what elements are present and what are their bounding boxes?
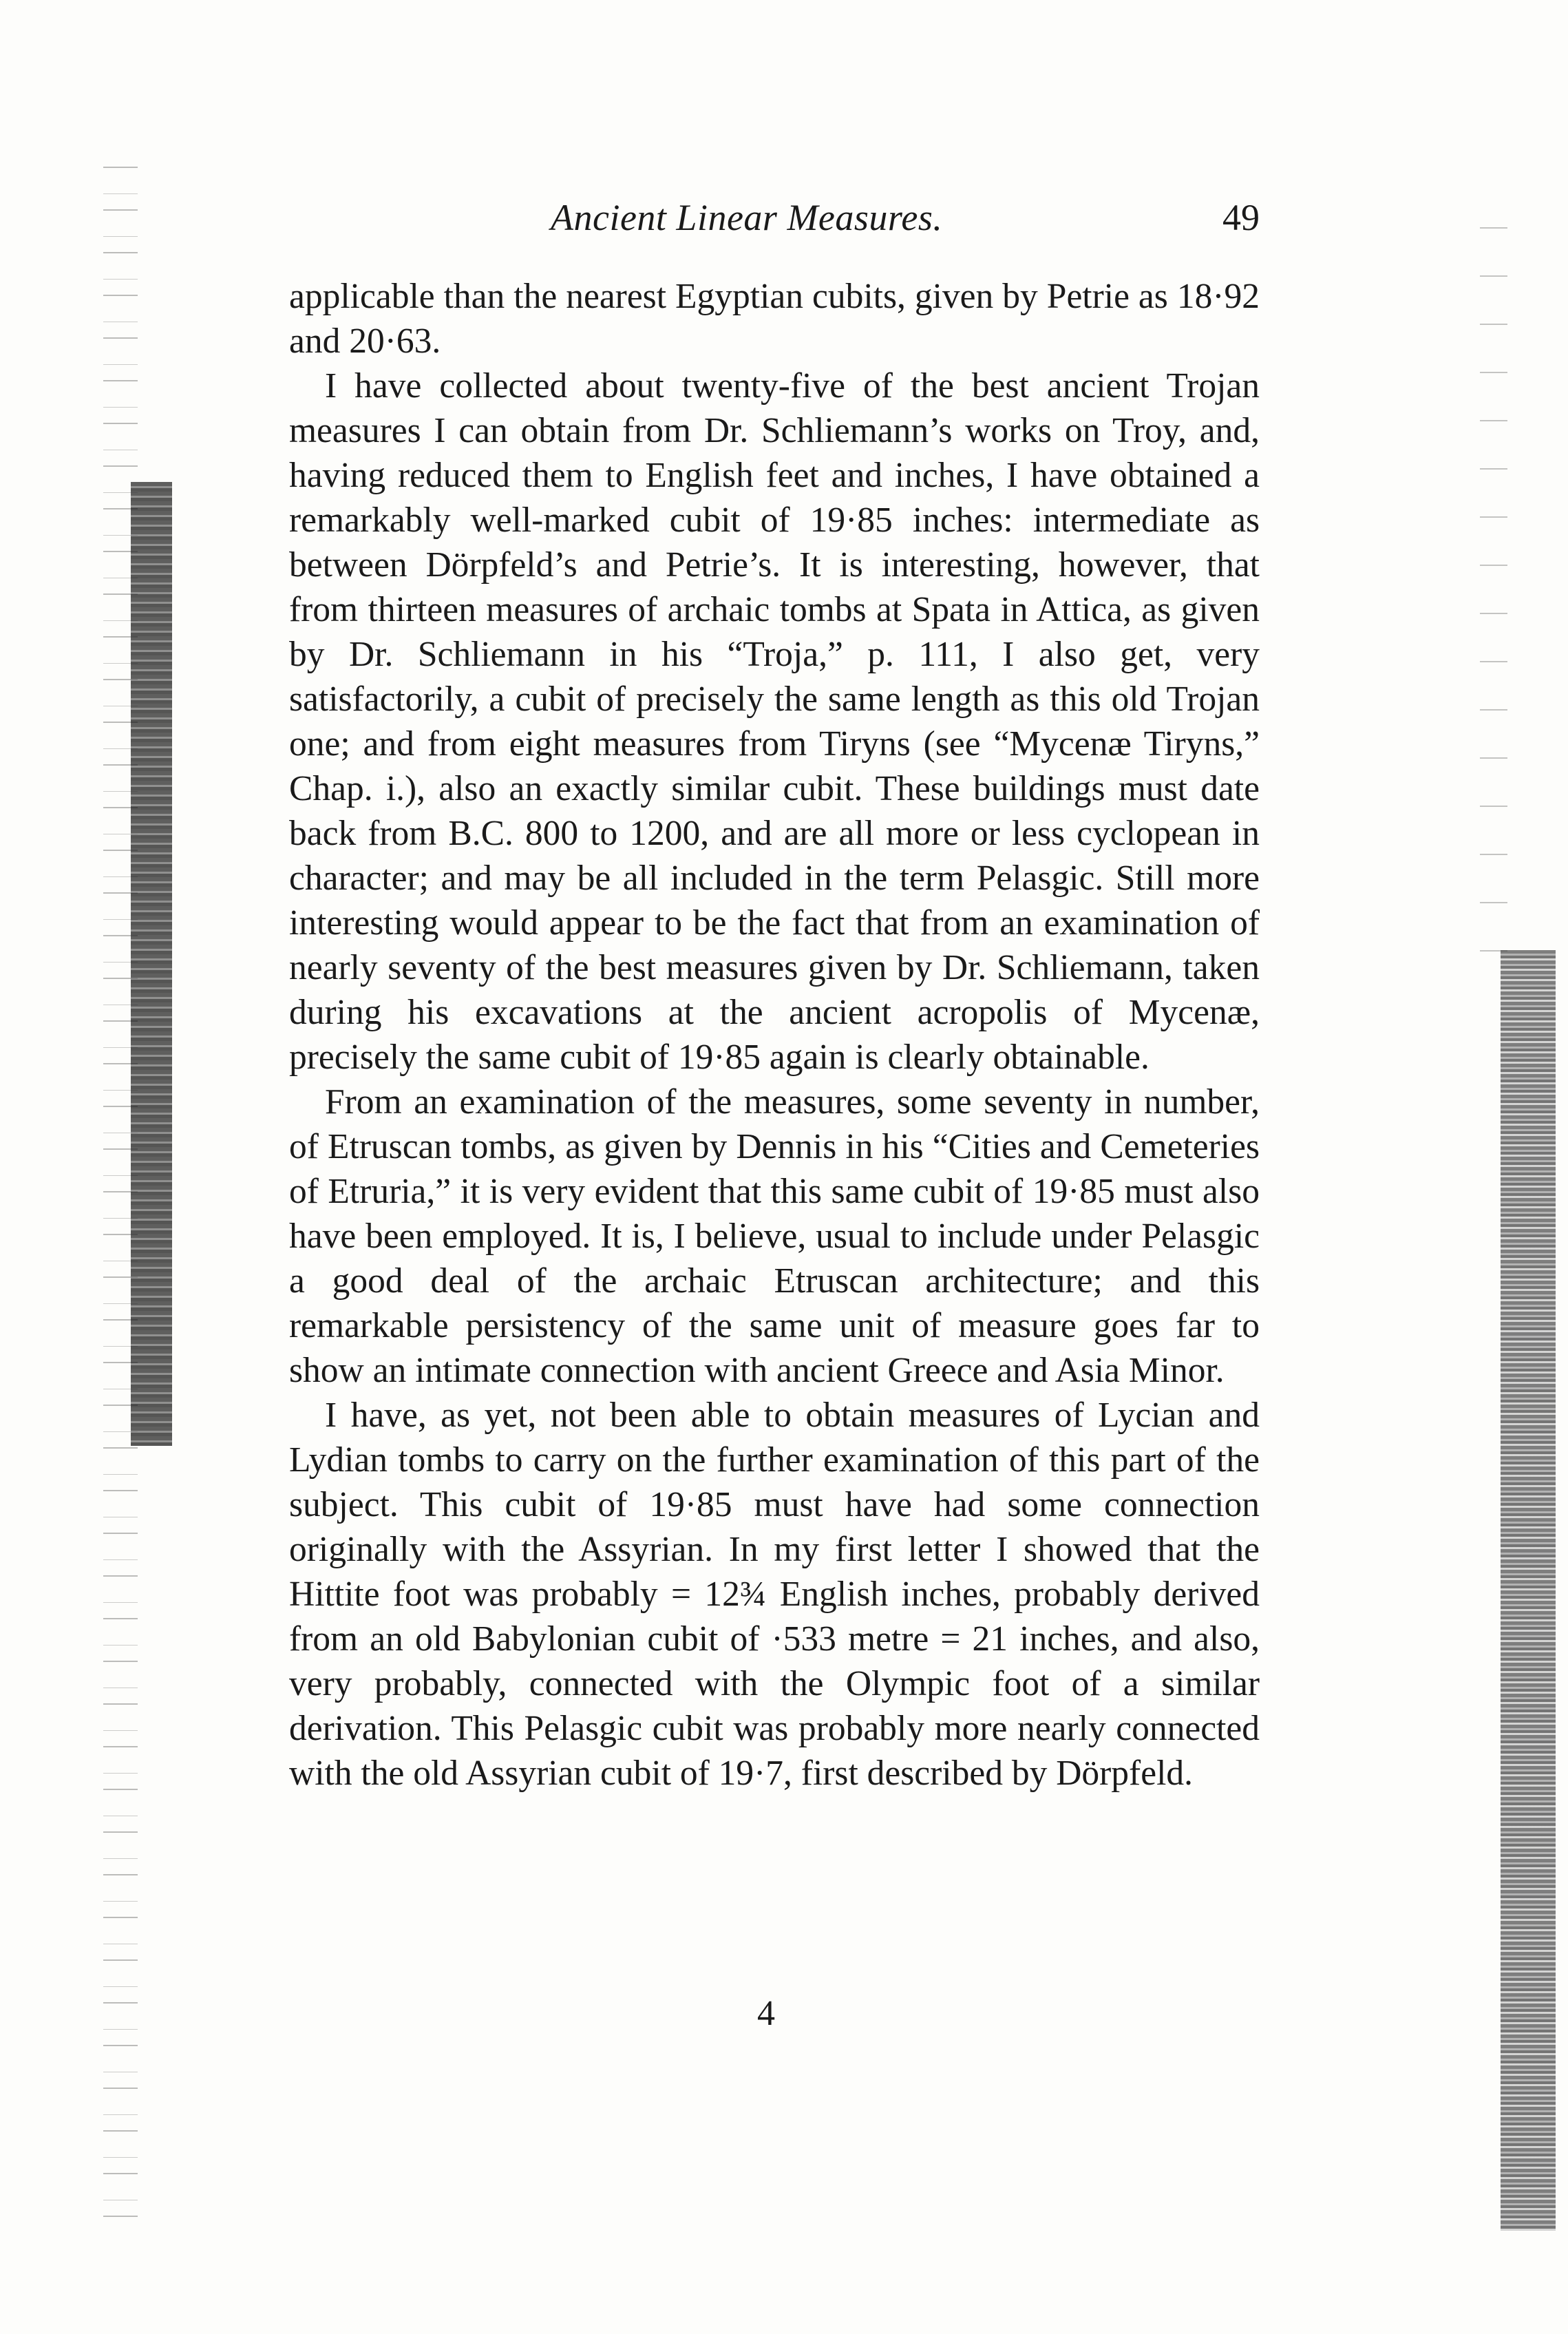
scan-gutter-speckle-right: [1480, 207, 1507, 964]
signature-mark: 4: [757, 1994, 775, 2033]
scan-gutter-shadow-left: [131, 482, 172, 1446]
scan-gutter-shadow-right: [1501, 950, 1556, 2231]
page-number: 49: [1222, 197, 1260, 238]
paragraph: From an examination of the measures, some seventy in number, of Etruscan tombs, as given by Dennis in his “Cities and Cemeteries of Etruria,” it is very evident that this same cubit of 19·85 must also have been employed. It is, I believe, usual to include under Pelasgic a good deal of the archaic Etruscan architecture; and this remarkable persistency of the same unit of measure goes far to show an intimate connection with ancient Greece and Asia Minor.: [289, 1082, 1260, 1390]
running-title: Ancient Linear Measures.: [551, 197, 943, 238]
body-text: [289, 274, 1260, 1796]
paragraph: I have, as yet, not been able to obtain measures of Lycian and Lydian tombs to carry on the further examination of this part of the subject. This cubit of 19·85 must have had some connection originally with the Assyrian. In my first letter I showed that the Hittite foot was probably = 12¾ English inches, probably derived from an old Babylonian cubit of ·533 metre = 21 inches, and also, very probably, connected with the Olympic foot of a similar derivation. This Pelasgic cubit was probably more nearly connected with the old Assyrian cubit of 19·7, first described by Dörpfeld.: [289, 1396, 1260, 1793]
running-head: [289, 196, 1260, 251]
paragraph: I have collected about twenty-five of the best ancient Trojan measures I can obtain from Dr. Schliemann’s works on Troy, and, having reduced them to English feet and inches, I have obtained a remarkably well-marked cubit of 19·85 inches: intermediate as between Dörpfeld’s and Petrie’s. It is interesting, however, that from thirteen measures of archaic tombs at Spata in Attica, as given by Dr. Schliemann in his “Troja,” p. 111, I also get, very satisfactorily, a cubit of precisely the same length as this old Trojan one; and from eight measures from Tiryns (see “Mycenæ Tiryns,” Chap. i.), also an exactly similar cubit. These buildings must date back from B.C. 800 to 1200, and are all more or less cyclopean in character; and may be all included in the term Pelasgic. Still more interesting would appear to be the fact that from an examination of nearly seventy of the best measures given by Dr. Schliemann, taken during his excavations at the ancient acropolis of Mycenæ, precisely the same cubit of 19·85 again is clearly obtainable.: [289, 366, 1260, 1077]
paragraph: applicable than the nearest Egyptian cubits, given by Petrie as 18·92 and 20·63.: [289, 277, 1260, 361]
